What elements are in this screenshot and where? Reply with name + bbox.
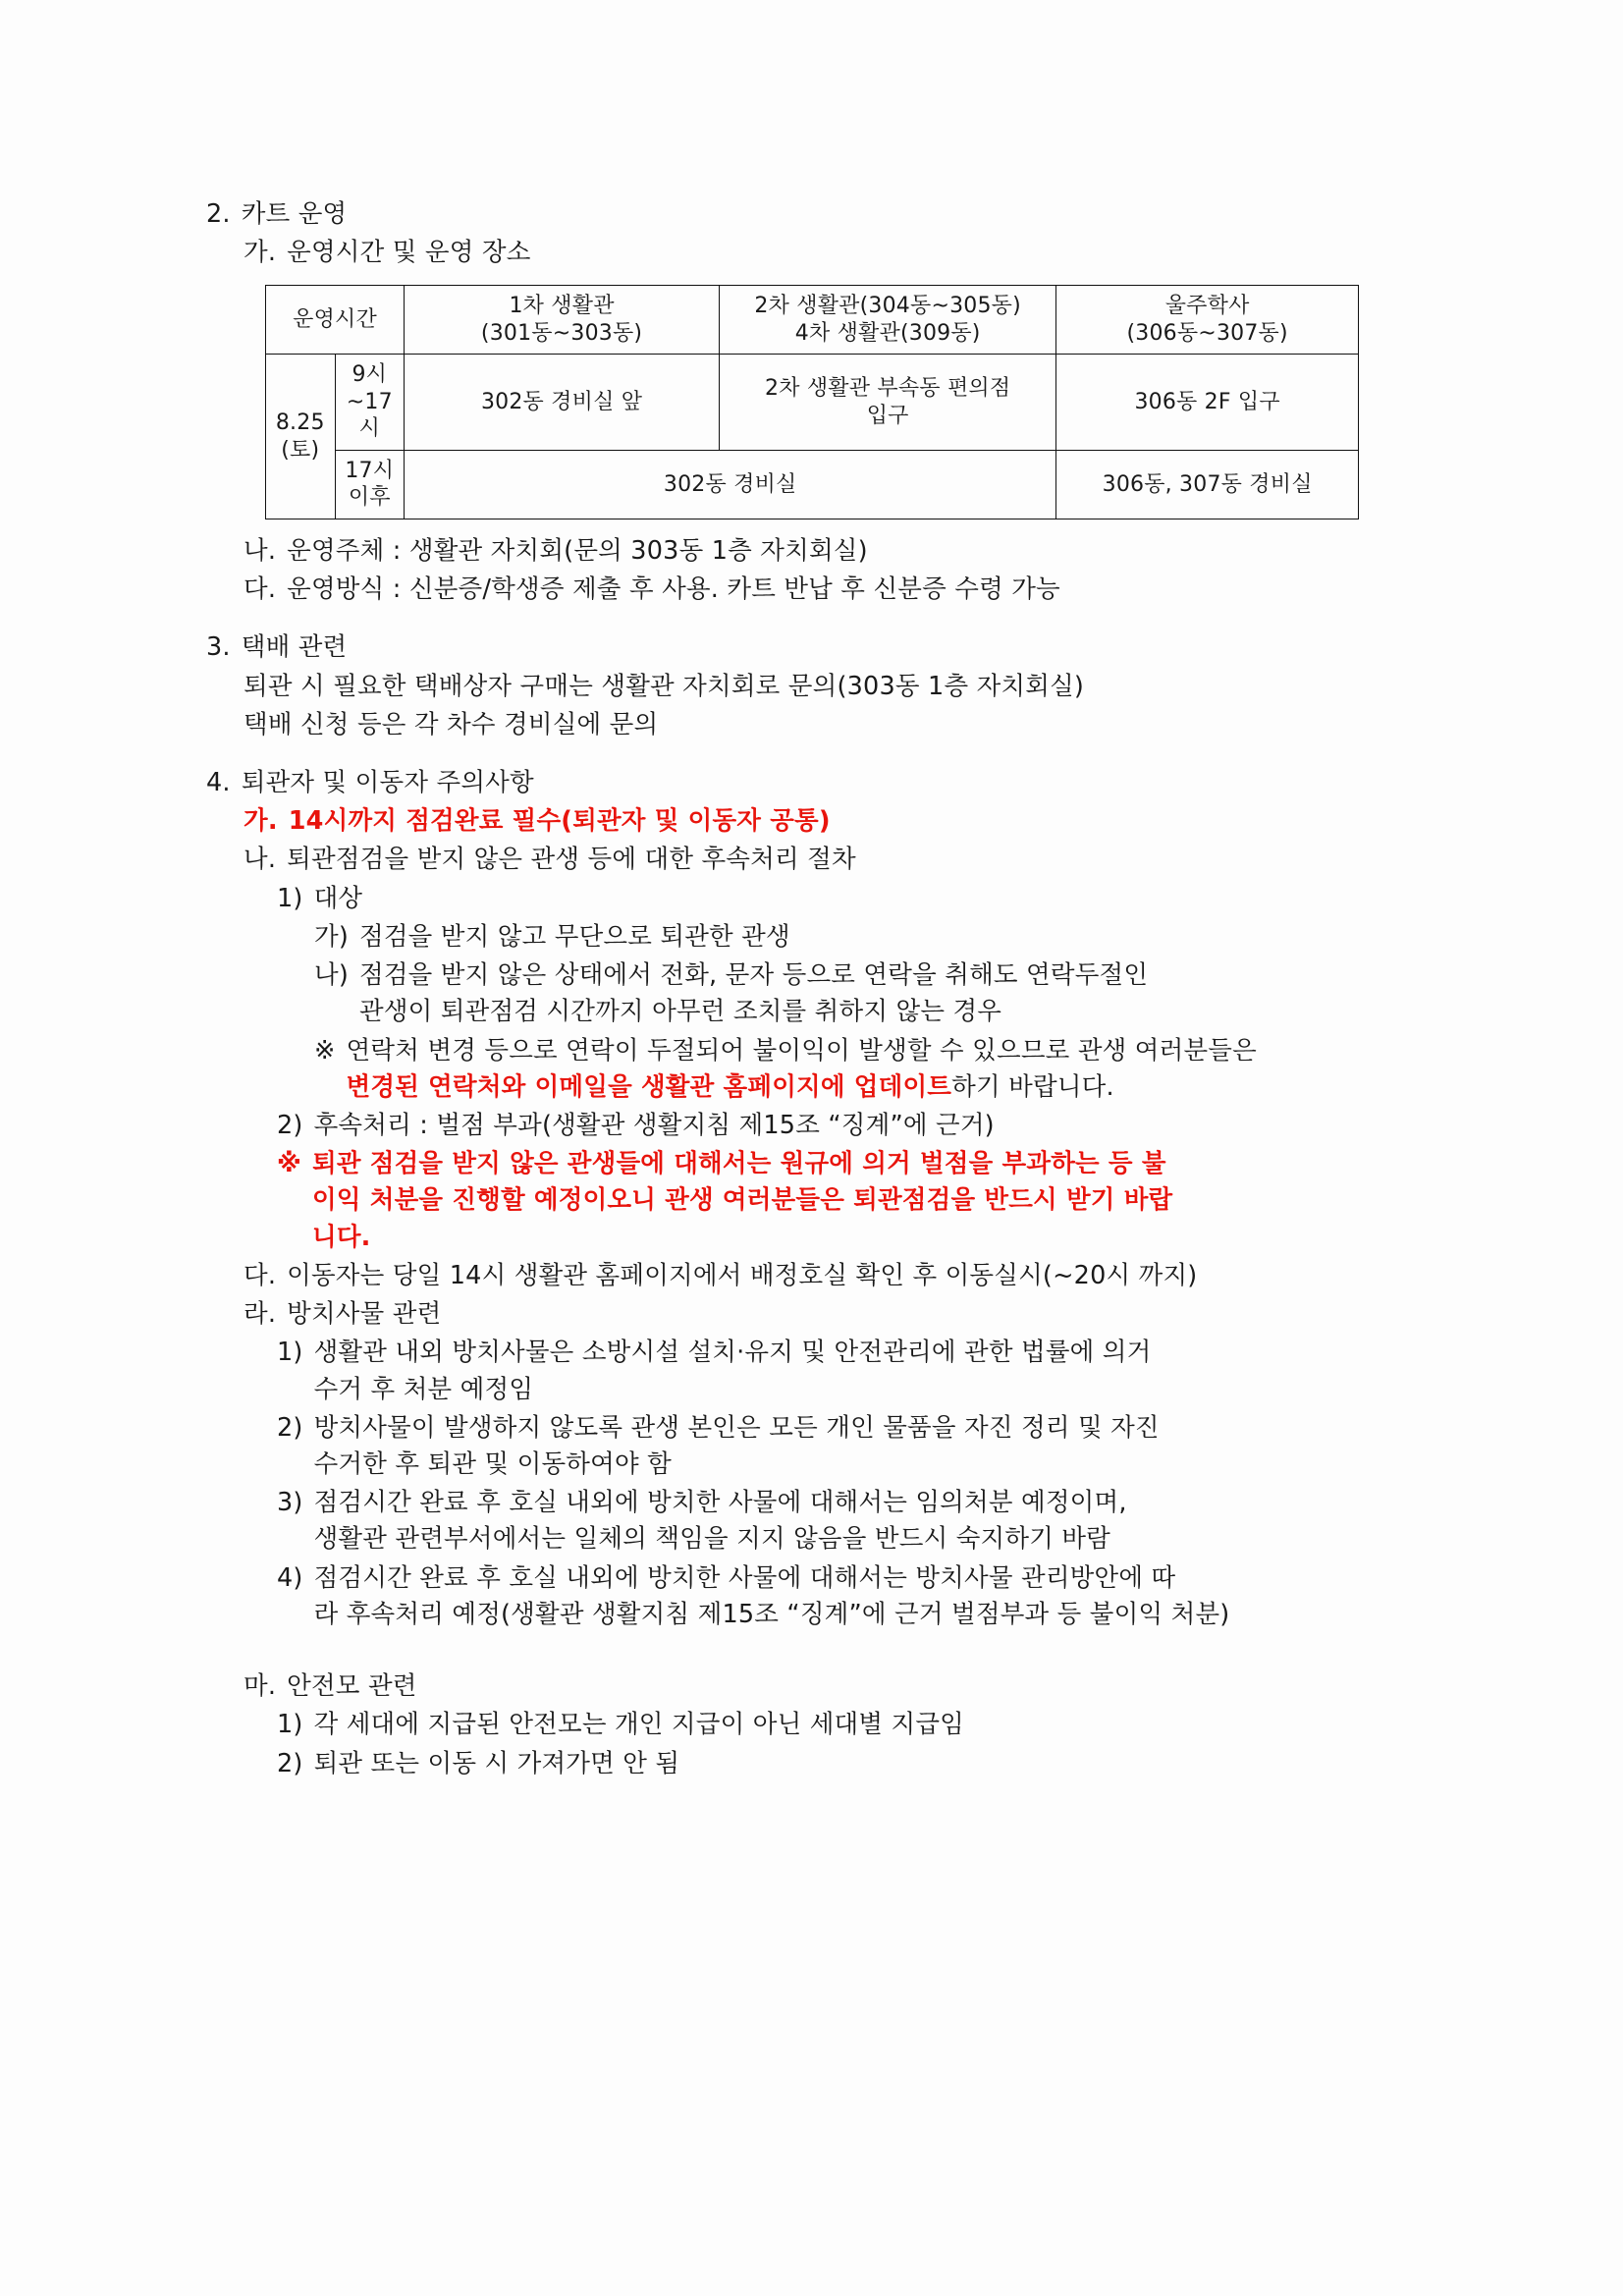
- list-item-marker: 다.: [243, 574, 277, 605]
- section-title: 카트 운영: [241, 199, 348, 229]
- note-line2-emphasis: 변경된 연락처와 이메일을 생활관 홈페이지에 업데이트: [346, 1071, 952, 1102]
- cart-schedule-table-wrapper: [265, 285, 1451, 519]
- list-item-marker: 라.: [243, 1299, 277, 1330]
- cart-schedule-table: [265, 285, 1359, 519]
- note-block: [314, 1033, 1451, 1106]
- header-group-2-line1: 2차 생활관(304동~305동): [754, 294, 1021, 319]
- list-item-line2: 생활관 관련부서에서는 일체의 책임을 지지 않음을 반드시 숙지하기 바람: [313, 1524, 1111, 1555]
- list-item-marker: 가.: [243, 238, 277, 268]
- list-item-label: 대상: [313, 883, 363, 913]
- list-item-label: 14시까지 점검완료 필수(퇴관자 및 이동자 공통): [288, 806, 831, 837]
- cell-date-line1: 8.25: [275, 410, 325, 436]
- list-item-label: 안전모 관련: [287, 1671, 417, 1702]
- header-group-1-line2: (301동~303동): [480, 320, 643, 346]
- cell-group3-location: 306동 2F 입구: [1056, 355, 1359, 451]
- list-item-label: [314, 1335, 1451, 1407]
- list-item-line2: 라 후속처리 예정(생활관 생활지침 제15조 “징계”에 근거 벌점부과 등 불이익 처분): [313, 1599, 1230, 1629]
- list-item: [243, 1668, 1451, 1705]
- cell-group3-location: 306동, 307동 경비실: [1056, 450, 1359, 519]
- list-item-marker: 나.: [243, 535, 277, 566]
- paragraph: [243, 707, 1451, 743]
- section-heading: [206, 765, 1451, 801]
- header-group-3-line1: 울주학사: [1164, 294, 1250, 319]
- warning-marker-icon: ※: [277, 1149, 301, 1179]
- list-item-line1: 점검시간 완료 후 호실 내외에 방치한 사물에 대해서는 임의처분 예정이며,: [313, 1488, 1127, 1518]
- list-item: [243, 572, 1451, 608]
- spacer: [206, 745, 1451, 765]
- cell-date: [266, 355, 336, 519]
- list-item-line2: 수거 후 처분 예정임: [313, 1374, 534, 1404]
- list-item: [243, 533, 1451, 570]
- spacer: [206, 1635, 1451, 1668]
- list-item-label: 운영시간 및 운영 장소: [287, 238, 531, 268]
- list-item-line1: 점검시간 완료 후 호실 내외에 방치한 사물에 대해서는 방치사물 관리방안에 따: [313, 1562, 1176, 1593]
- list-item-marker: 3): [277, 1488, 303, 1518]
- list-item-marker: 나.: [243, 845, 277, 875]
- list-item-label: [314, 1410, 1451, 1483]
- cell-group2-location: [720, 355, 1056, 451]
- list-item-label: 이동자는 당일 14시 생활관 홈페이지에서 배정호실 확인 후 이동실시(~20시 까지): [287, 1260, 1198, 1290]
- list-item-marker: 가): [314, 921, 349, 952]
- list-item-label: 운영방식 : 신분증/학생증 제출 후 사용. 카트 반납 후 신분증 수령 가능: [287, 574, 1060, 605]
- header-group-1: [405, 286, 720, 355]
- list-item-marker: 1): [277, 883, 303, 913]
- cell-date-line2: (토): [281, 437, 320, 463]
- list-item-marker: 다.: [243, 1260, 277, 1290]
- list-item-marker: 1): [277, 1338, 303, 1368]
- section-marker: 4.: [206, 768, 231, 798]
- list-item: [243, 1258, 1451, 1294]
- list-item: [277, 1335, 1451, 1407]
- list-item-marker: 2): [277, 1111, 303, 1140]
- list-item: [243, 1296, 1451, 1333]
- list-item-label: 방치사물 관련: [287, 1299, 442, 1330]
- header-group-2: [720, 286, 1056, 355]
- cell-timeslot: 17시 이후: [335, 450, 405, 519]
- warning-block: [277, 1146, 1451, 1256]
- section-heading: [206, 629, 1451, 666]
- note-marker-icon: ※: [314, 1035, 336, 1066]
- note-line1: 연락처 변경 등으로 연락이 두절되어 불이익이 발생할 수 있으므로 관생 여러분들은: [346, 1035, 1257, 1066]
- section-marker: 2.: [206, 199, 231, 229]
- list-item-label: 퇴관 또는 이동 시 가져가면 안 됨: [313, 1748, 680, 1778]
- note-line2-tail: 하기 바랍니다.: [951, 1071, 1114, 1102]
- list-item-line2: 수거한 후 퇴관 및 이동하여야 함: [313, 1449, 672, 1479]
- list-item: [314, 957, 1451, 1030]
- list-item-marker: 1): [277, 1710, 303, 1740]
- section-title: 퇴관자 및 이동자 주의사항: [241, 768, 534, 798]
- cell-timeslot: 9시~17시: [335, 355, 405, 451]
- cell-merged-location: 302동 경비실: [405, 450, 1056, 519]
- cell-group1-location: 302동 경비실 앞: [405, 355, 720, 451]
- list-item: [277, 881, 1451, 917]
- paragraph: [243, 669, 1451, 705]
- list-item-label: [314, 1560, 1451, 1633]
- list-item: [277, 1485, 1451, 1558]
- warning-text: [312, 1146, 1451, 1256]
- list-item: [277, 1707, 1451, 1743]
- list-item-marker: 마.: [243, 1671, 277, 1702]
- list-item-marker: 가.: [243, 806, 278, 837]
- list-item-line2: 관생이 퇴관점검 시간까지 아무런 조치를 취하지 않는 경우: [358, 997, 1002, 1027]
- document-body: [206, 196, 1451, 1782]
- list-item-label: 퇴관점검을 받지 않은 관생 등에 대한 후속처리 절차: [287, 845, 856, 875]
- cell-group2-line1: 2차 생활관 부속동 편의점: [765, 376, 1011, 402]
- cell-group2-line2: 입구: [866, 403, 909, 428]
- header-group-3: [1056, 286, 1359, 355]
- list-item-label: 후속처리 : 벌점 부과(생활관 생활지침 제15조 “징계”에 근거): [313, 1111, 995, 1140]
- warning-line1: 퇴관 점검을 받지 않은 관생들에 대해서는 원규에 의거 벌점을 부과하는 등 불: [312, 1149, 1166, 1179]
- list-item: [277, 1410, 1451, 1483]
- warning-line3: 니다.: [312, 1222, 371, 1252]
- paragraph-text: 택배 신청 등은 각 차수 경비실에 문의: [243, 709, 659, 739]
- list-item-label: 점검을 받지 않고 무단으로 퇴관한 관생: [358, 921, 790, 952]
- paragraph-text: 퇴관 시 필요한 택배상자 구매는 생활관 자치회로 문의(303동 1층 자치회실): [243, 671, 1085, 701]
- list-item-label: [359, 957, 1451, 1030]
- header-group-3-line2: (306동~307동): [1126, 320, 1288, 346]
- list-item-label: 운영주체 : 생활관 자치회(문의 303동 1층 자치회실): [287, 535, 868, 566]
- table-row: [266, 355, 1359, 451]
- list-item-line1: 점검을 받지 않은 상태에서 전화, 문자 등으로 연락을 취해도 연락두절인: [358, 960, 1149, 991]
- list-item: [243, 235, 1451, 271]
- section-heading: [206, 196, 1451, 233]
- list-item-line1: 방치사물이 발생하지 않도록 관생 본인은 모든 개인 물품을 자진 정리 및 자진: [313, 1412, 1160, 1443]
- warning-line2: 이익 처분을 진행할 예정이오니 관생 여러분들은 퇴관점검을 반드시 받기 바랍: [312, 1185, 1173, 1216]
- list-item-line1: 생활관 내외 방치사물은 소방시설 설치·유지 및 안전관리에 관한 법률에 의거: [313, 1338, 1152, 1368]
- table-row: [266, 450, 1359, 519]
- list-item-marker: 나): [314, 960, 349, 991]
- list-item-marker: 4): [277, 1562, 303, 1593]
- list-item-marker: 2): [277, 1412, 303, 1443]
- spacer: [206, 610, 1451, 629]
- list-item: [277, 1560, 1451, 1633]
- list-item: [277, 1746, 1451, 1782]
- list-item: [314, 919, 1451, 956]
- list-item: [243, 842, 1451, 878]
- table-header-row: [266, 286, 1359, 355]
- list-item-marker: 2): [277, 1748, 303, 1778]
- note-line2: [347, 1069, 1451, 1106]
- section-marker: 3.: [206, 632, 231, 663]
- section-title: 택배 관련: [241, 632, 348, 663]
- list-item-label: [314, 1485, 1451, 1558]
- header-group-2-line2: 4차 생활관(309동): [794, 320, 981, 346]
- header-operating-hours: 운영시간: [266, 286, 405, 355]
- list-item-warning: [243, 803, 1451, 840]
- note-text: [347, 1033, 1451, 1106]
- list-item: [277, 1108, 1451, 1144]
- list-item-label: 각 세대에 지급된 안전모는 개인 지급이 아닌 세대별 지급임: [313, 1710, 965, 1740]
- header-group-1-line1: 1차 생활관: [509, 294, 615, 319]
